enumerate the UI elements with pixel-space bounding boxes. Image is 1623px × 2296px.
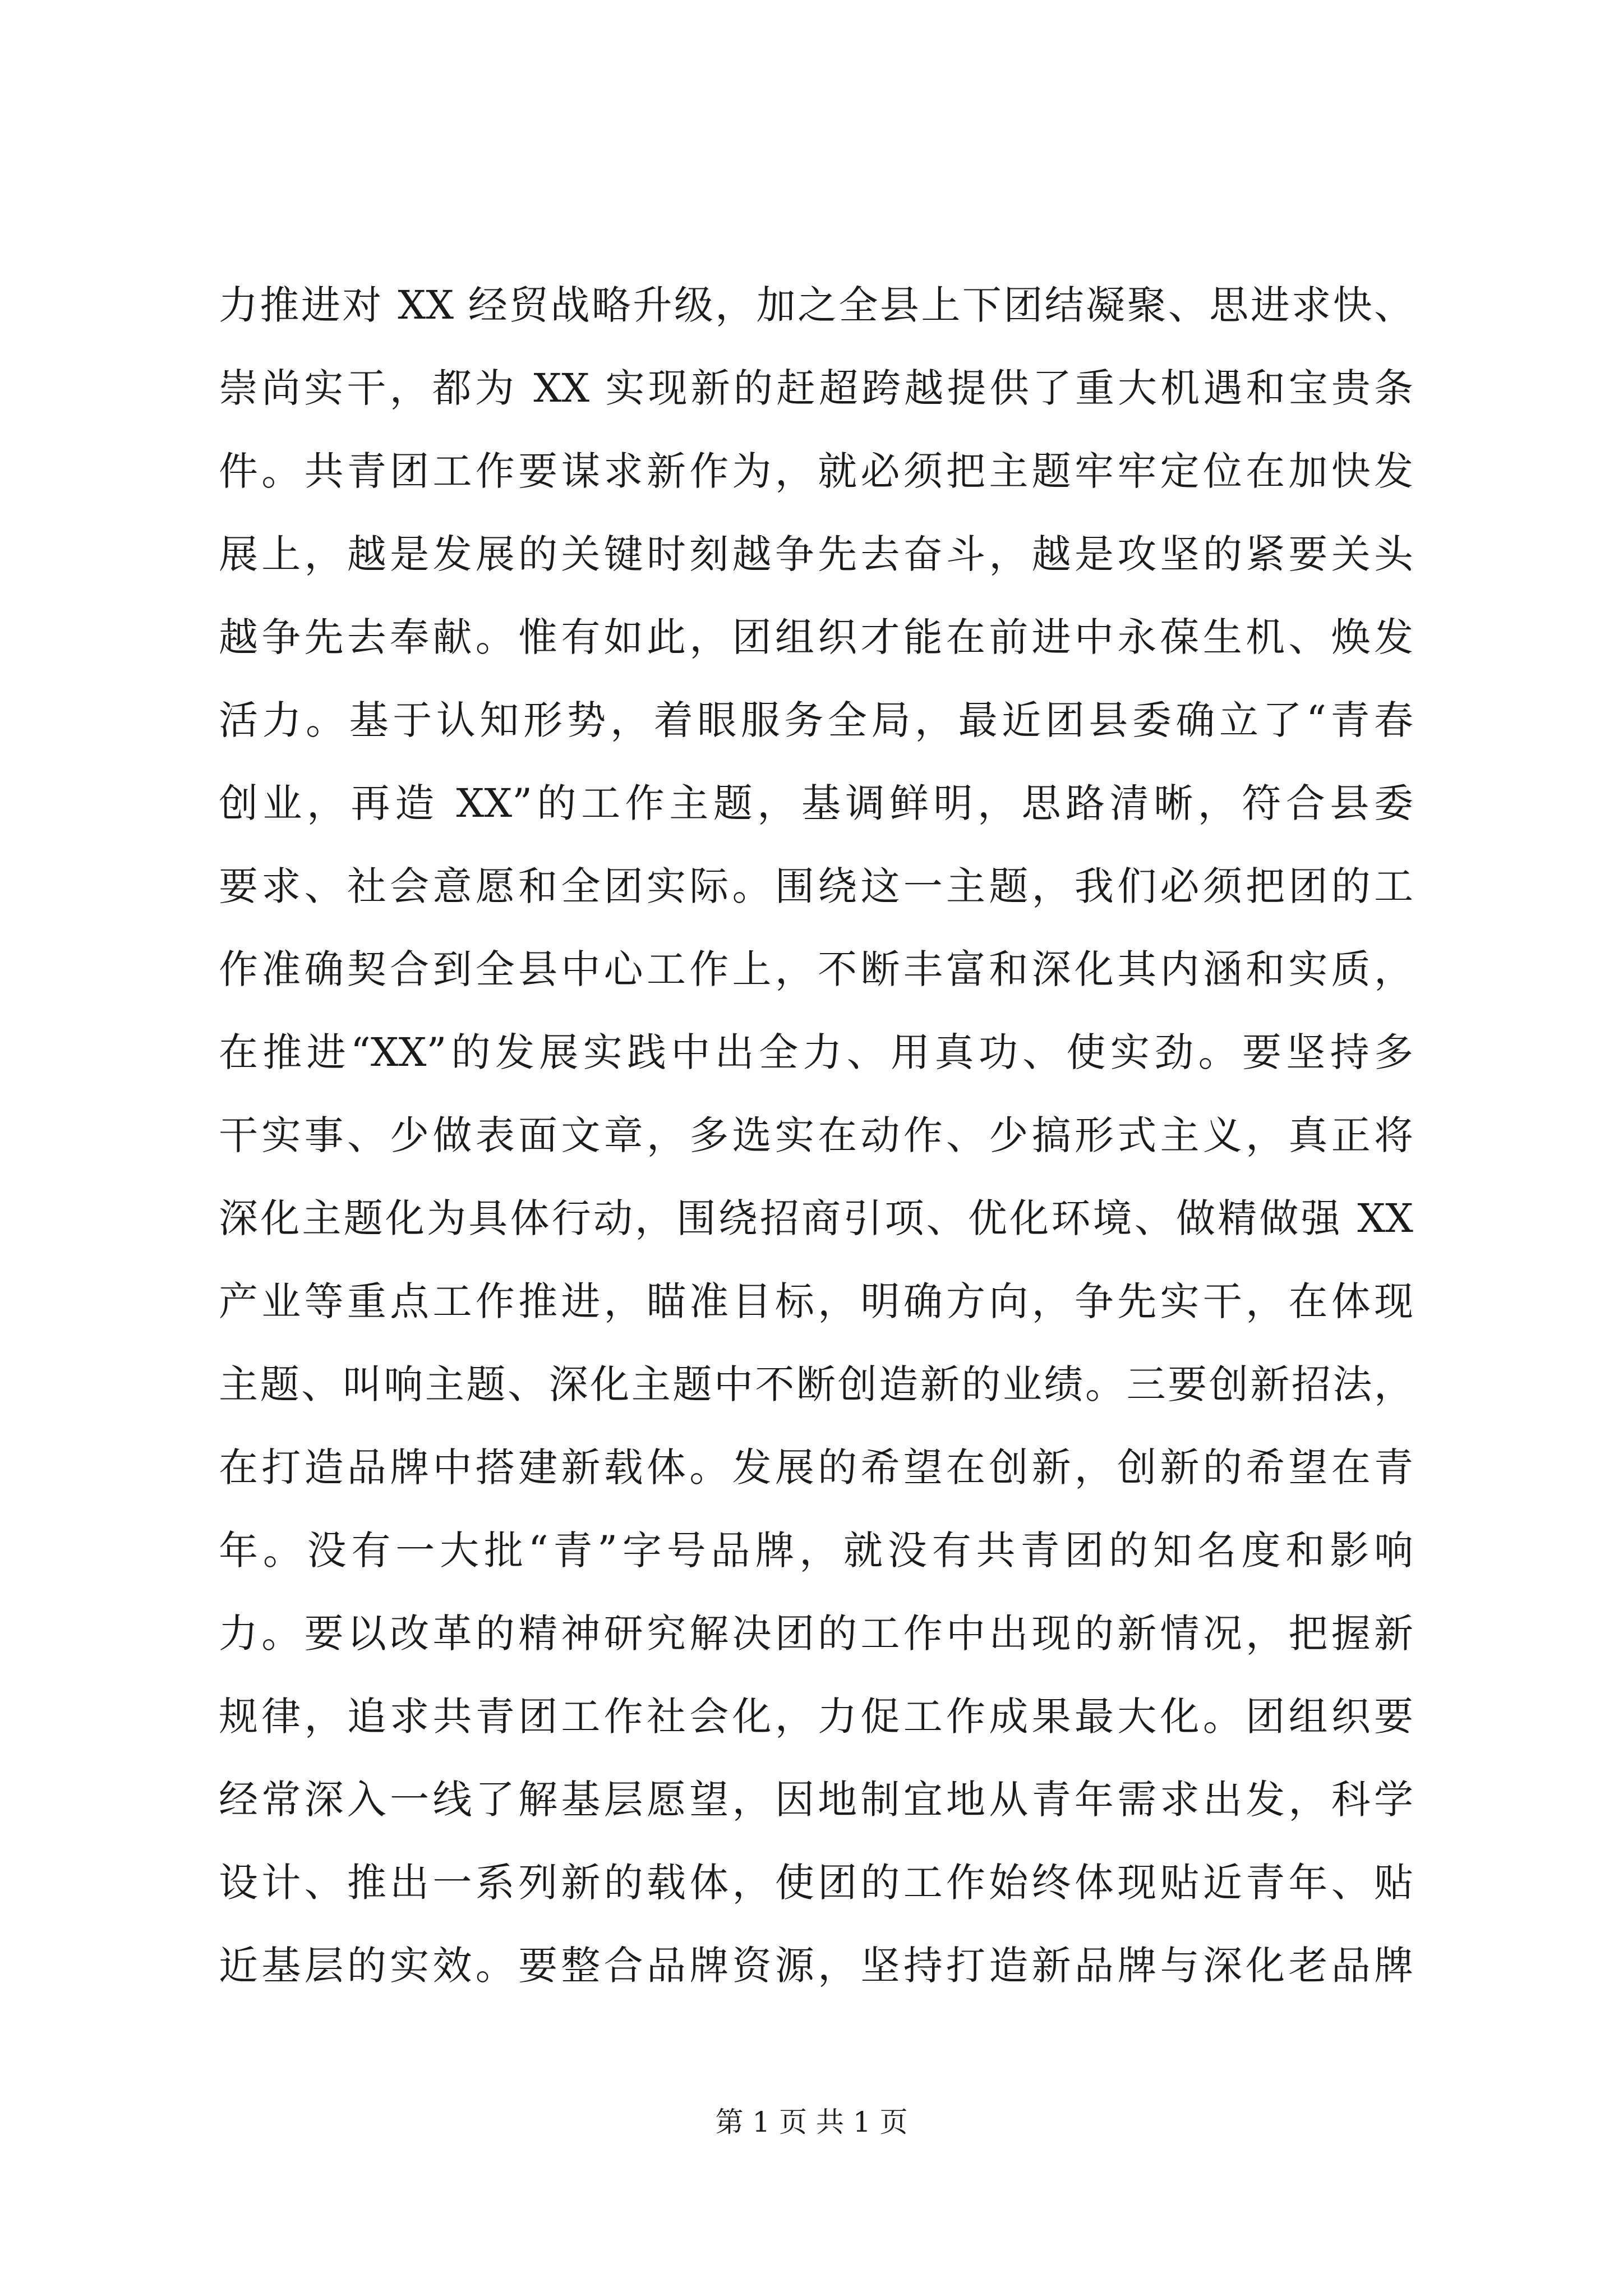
body-text [219, 264, 1413, 2007]
text-line: 经常深入一线了解基层愿望，因地制宜地从青年需求出发，科学 [219, 1777, 1413, 1823]
text-line: 件。共青团工作要谋求新作为，就必须把主题牢牢定位在加快发 [219, 448, 1413, 494]
text-line: 规律，追求共青团工作社会化，力促工作成果最大化。团组织要 [219, 1694, 1413, 1740]
text-line: 主题、叫响主题、深化主题中不断创造新的业绩。三要创新招法， [219, 1361, 1413, 1407]
text-line: 设计、推出一系列新的载体，使团的工作始终体现贴近青年、贴 [219, 1860, 1413, 1906]
text-line: 干实事、少做表面文章，多选实在动作、少搞形式主义，真正将 [219, 1112, 1413, 1158]
text-line: 产业等重点工作推进，瞄准目标，明确方向，争先实干，在体现 [219, 1278, 1413, 1324]
text-line: 作准确契合到全县中心工作上，不断丰富和深化其内涵和实质， [219, 946, 1413, 992]
text-line: 近基层的实效。要整合品牌资源，坚持打造新品牌与深化老品牌 [219, 1943, 1413, 1989]
text-line: 在打造品牌中搭建新载体。发展的希望在创新，创新的希望在青 [219, 1444, 1413, 1490]
text-line: 活力。基于认知形势，着眼服务全局，最近团县委确立了“青春 [219, 697, 1413, 743]
page-number-footer: 第 1 页 共 1 页 [715, 2106, 908, 2138]
text-line: 力。要以改革的精神研究解决团的工作中出现的新情况，把握新 [219, 1611, 1413, 1657]
text-line: 力推进对 XX 经贸战略升级，加之全县上下团结凝聚、思进求快、 [219, 282, 1413, 328]
text-line: 在推进“XX”的发展实践中出全力、用真功、使实劲。要坚持多 [219, 1029, 1413, 1075]
text-line: 创业，再造 XX”的工作主题，基调鲜明，思路清晰，符合县委 [219, 780, 1413, 826]
text-line: 展上，越是发展的关键时刻越争先去奋斗，越是攻坚的紧要关头 [219, 531, 1413, 577]
text-line: 要求、社会意愿和全团实际。围绕这一主题，我们必须把团的工 [219, 863, 1413, 909]
text-line: 崇尚实干，都为 XX 实现新的赶超跨越提供了重大机遇和宝贵条 [219, 365, 1413, 411]
text-line: 越争先去奉献。惟有如此，团组织才能在前进中永葆生机、焕发 [219, 614, 1413, 660]
text-line: 深化主题化为具体行动，围绕招商引项、优化环境、做精做强 XX [219, 1195, 1413, 1241]
text-line: 年。没有一大批“青”字号品牌，就没有共青团的知名度和影响 [219, 1527, 1413, 1573]
